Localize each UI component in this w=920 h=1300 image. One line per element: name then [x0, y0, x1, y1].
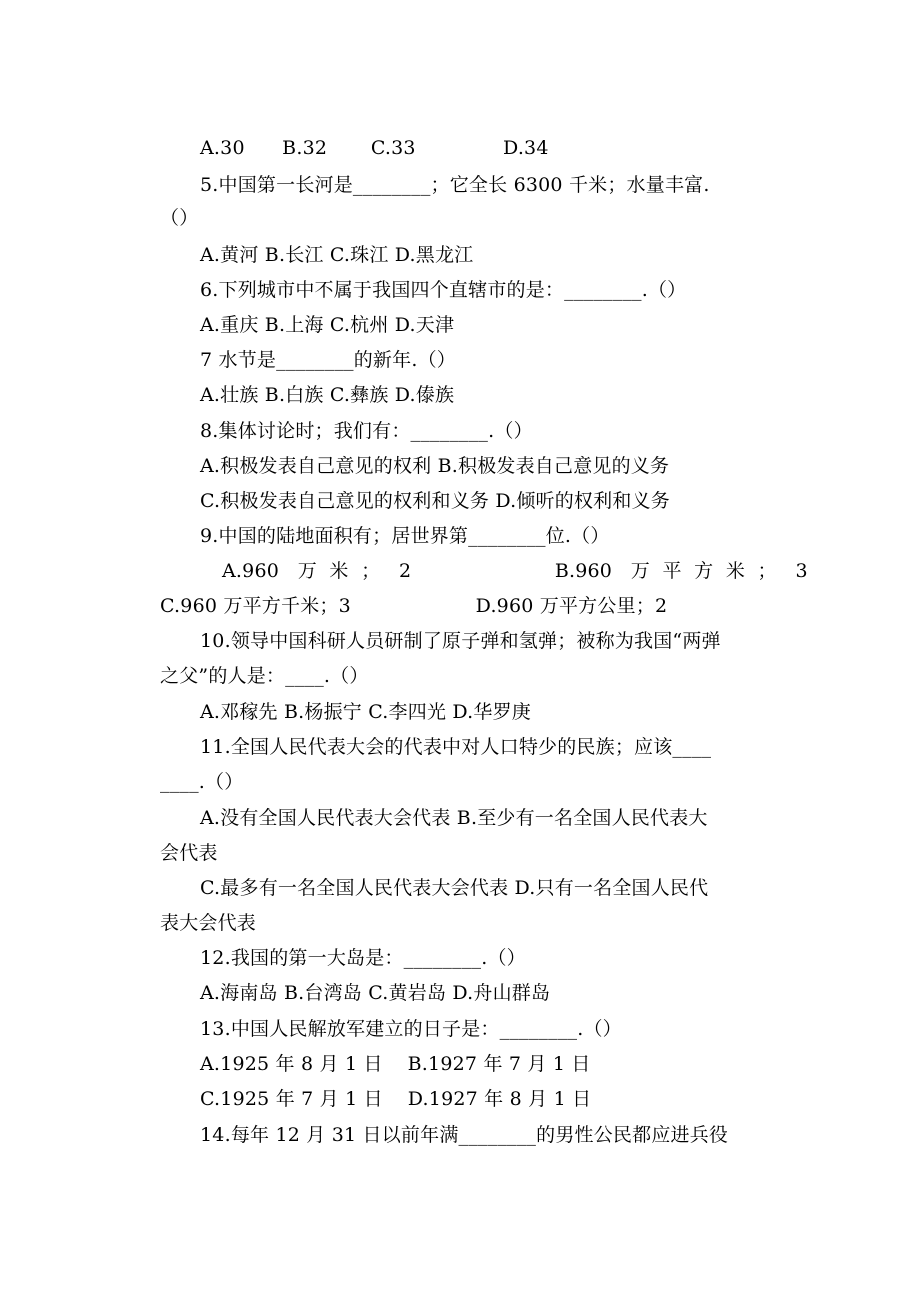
- q13-stem: 13.中国人民解放军建立的日子是：________.（）: [200, 1018, 622, 1040]
- q8-options-ab: A.积极发表自己意见的权利 B.积极发表自己意见的义务: [200, 455, 670, 477]
- q5-stem-cont: （）: [160, 207, 199, 229]
- q11-stem: 11.全国人民代表大会的代表中对人口特少的民族；应该____: [200, 736, 712, 758]
- q13-options-cd: C.1925 年 7 月 1 日 D.1927 年 8 月 1 日: [200, 1088, 592, 1110]
- q8-stem: 8.集体讨论时；我们有：________.（）: [200, 420, 533, 442]
- q5-stem: 5.中国第一长河是________；它全长 6300 千米；水量丰富.: [200, 174, 710, 196]
- q7-stem: 7 水节是________的新年.（）: [200, 349, 456, 371]
- q11-options-ab: A.没有全国人民代表大会代表 B.至少有一名全国人民代表大: [200, 807, 708, 829]
- q12-stem: 12.我国的第一大岛是：________.（）: [200, 947, 526, 969]
- q5-options: A.黄河 B.长江 C.珠江 D.黑龙江: [200, 244, 474, 266]
- q14-stem: 14.每年 12 月 31 日以前年满________的男性公民都应进兵役: [200, 1124, 729, 1146]
- q10-options: A.邓稼先 B.杨振宁 C.李四光 D.华罗庚: [200, 701, 531, 723]
- q11-options-cd-cont: 表大会代表: [160, 912, 257, 934]
- q11-options-cd: C.最多有一名全国人民代表大会代表 D.只有一名全国人民代: [200, 877, 709, 899]
- q6-stem: 6.下列城市中不属于我国四个直辖市的是：________.（）: [200, 279, 687, 301]
- q9-options-ab: A.960 万 米 ； 2 B.960 万 平 方 米 ； 3: [222, 560, 808, 582]
- q6-options: A.重庆 B.上海 C.杭州 D.天津: [200, 314, 455, 336]
- q10-stem: 10.领导中国科研人员研制了原子弹和氢弹；被称为我国“两弹: [200, 630, 721, 652]
- q9-options-cd: C.960 万平方千米；3 D.960 万平方公里；2: [160, 595, 668, 617]
- q13-options-ab: A.1925 年 8 月 1 日 B.1927 年 7 月 1 日: [200, 1053, 591, 1075]
- q12-options: A.海南岛 B.台湾岛 C.黄岩岛 D.舟山群岛: [200, 982, 551, 1004]
- q10-stem-cont: 之父”的人是：____.（）: [160, 665, 369, 687]
- q11-stem-cont: ____.（）: [160, 771, 244, 793]
- q8-options-cd: C.积极发表自己意见的权利和义务 D.倾听的权利和义务: [200, 490, 670, 512]
- q11-options-ab-cont: 会代表: [160, 842, 218, 864]
- q4-options: A.30 B.32 C.33 D.34: [200, 137, 549, 159]
- q7-options: A.壮族 B.白族 C.彝族 D.傣族: [200, 384, 455, 406]
- q9-stem: 9.中国的陆地面积有；居世界第________位.（）: [200, 525, 610, 547]
